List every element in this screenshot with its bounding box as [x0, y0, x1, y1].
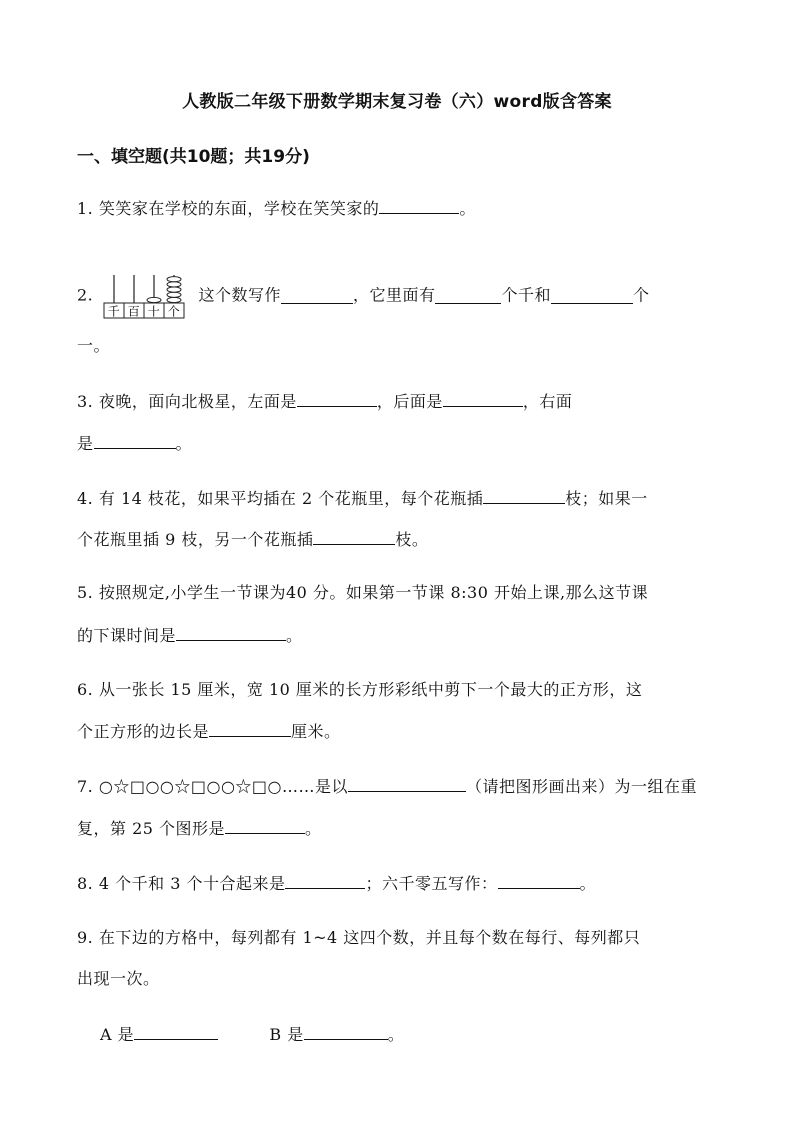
question-1: 1. 笑笑家在学校的东面，学校在笑笑家的 。: [77, 199, 476, 218]
abacus-bead: [167, 287, 181, 292]
answer-blank[interactable]: [285, 872, 365, 889]
abacus-label: 个: [167, 304, 181, 318]
question-5-cont: 的下课时间是 。: [77, 626, 303, 645]
abacus-label: 千: [107, 304, 121, 318]
question-9-answers: A 是 B 是 。: [100, 1025, 405, 1044]
answer-blank[interactable]: [94, 432, 176, 449]
question-4: 4. 有 14 枝花，如果平均插在 2 个花瓶里，每个花瓶插 枝；如果一: [77, 489, 648, 508]
section-heading: 一、填空题(共10题；共19分): [77, 147, 310, 167]
answer-blank[interactable]: [443, 390, 523, 407]
answer-blank[interactable]: [297, 390, 377, 407]
question-9: 9. 在下边的方格中，每列都有 1~4 这四个数，并且每个数在每行、每列都只: [77, 928, 641, 947]
abacus-image: [103, 273, 185, 319]
question-number: 3.: [77, 392, 94, 411]
question-number: 6.: [77, 680, 94, 699]
question-number: 7.: [77, 777, 94, 796]
question-8: 8. 4 个千和 3 个十合起来是 ；六千零五写作： 。: [77, 874, 597, 893]
abacus-bead: [147, 297, 161, 302]
answer-blank[interactable]: [281, 287, 353, 304]
abacus-bead: [167, 292, 181, 297]
answer-blank[interactable]: [435, 287, 501, 304]
page-title: 人教版二年级下册数学期末复习卷（六）word版含答案: [182, 92, 612, 112]
question-number: 4.: [77, 489, 94, 508]
question-number: 2.: [77, 285, 94, 305]
answer-blank-b[interactable]: [304, 1023, 388, 1040]
abacus-label: 百: [127, 304, 141, 318]
answer-blank[interactable]: [313, 528, 395, 545]
abacus-bead: [167, 276, 181, 281]
question-9-cont: 出现一次。: [77, 969, 160, 988]
answer-blank[interactable]: [176, 624, 286, 641]
question-3-cont: 是 。: [77, 434, 193, 453]
question-4-cont: 个花瓶里插 9 枝，另一个花瓶插 枝。: [77, 530, 429, 549]
answer-blank[interactable]: [225, 817, 305, 834]
question-7: 7. ○☆□○○☆□○○☆□○……是以 （请把图形画出来）为一组在重: [77, 777, 697, 796]
question-5: 5. 按照规定,小学生一节课为40 分。如果第一节课 8:30 开始上课,那么这节课: [77, 583, 649, 602]
question-number: 1.: [77, 199, 94, 218]
abacus-bead: [167, 281, 181, 286]
answer-blank[interactable]: [498, 872, 580, 889]
answer-blank-a[interactable]: [134, 1023, 218, 1040]
question-7-cont: 复，第 25 个图形是 。: [77, 819, 322, 838]
question-number: 9.: [77, 928, 94, 947]
question-6-cont: 个正方形的边长是 厘米。: [77, 722, 341, 741]
answer-blank[interactable]: [551, 287, 633, 304]
abacus-bead: [167, 297, 181, 302]
answer-blank[interactable]: [483, 487, 565, 504]
question-3: 3. 夜晚，面向北极星，左面是 ，后面是 ，右面: [77, 392, 573, 411]
abacus-label: 十: [147, 304, 161, 318]
answer-blank[interactable]: [379, 197, 459, 214]
answer-blank[interactable]: [209, 720, 291, 737]
question-2: 2. 千 百 十 个 这个数写作 ，它里面有 个千和 个: [77, 272, 650, 318]
question-number: 5.: [77, 583, 94, 602]
question-2-cont: 一。: [77, 336, 111, 355]
question-number: 8.: [77, 874, 94, 893]
answer-blank[interactable]: [348, 775, 466, 792]
question-6: 6. 从一张长 15 厘米，宽 10 厘米的长方形彩纸中剪下一个最大的正方形，这: [77, 680, 643, 699]
